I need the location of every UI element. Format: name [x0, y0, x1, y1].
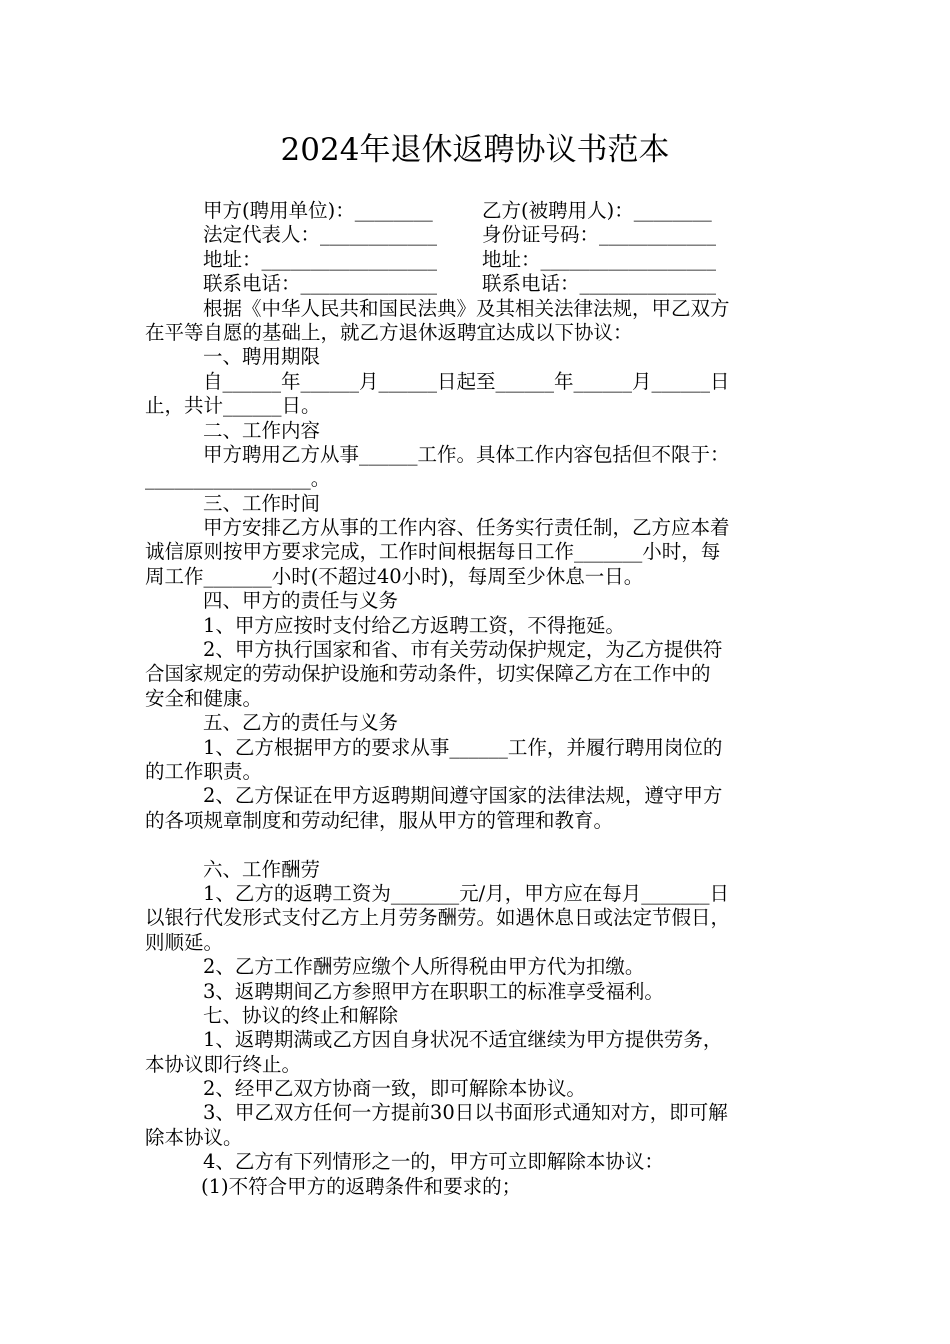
- text-line: 3、甲乙双方任何一方提前30日以书面形式通知对方，即可解: [203, 1101, 728, 1125]
- text-line: 2、甲方执行国家和省、市有关劳动保护规定，为乙方提供符: [203, 638, 723, 662]
- text-line: 三、工作时间: [203, 491, 321, 515]
- text-line: 自______年______月______日起至______年______月______日: [203, 369, 730, 393]
- party-b-field: 地址：__________________: [482, 247, 717, 271]
- text-line: 四、甲方的责任与义务: [203, 589, 399, 613]
- text-line: (1)不符合甲方的返聘条件和要求的；: [201, 1174, 522, 1198]
- party-b-field: 乙方(被聘用人)：________: [482, 199, 712, 222]
- text-line: 安全和健康。: [145, 686, 263, 710]
- party-a-field: 地址：__________________: [203, 247, 438, 271]
- text-line: 五、乙方的责任与义务: [203, 711, 399, 735]
- text-line: 2、经甲乙双方协商一致，即可解除本协议。: [203, 1077, 586, 1101]
- text-line: 周工作_______小时(不超过40小时)，每周至少休息一日。: [145, 564, 644, 588]
- party-row: [145, 223, 810, 247]
- document-body: [145, 199, 810, 1199]
- text-line: _________________。: [145, 467, 331, 491]
- party-a-field: 联系电话：______________: [203, 272, 438, 296]
- party-row: [145, 248, 810, 272]
- text-line: 二、工作内容: [203, 418, 321, 442]
- party-row: [145, 199, 810, 223]
- party-b-field: 身份证号码：____________: [482, 223, 717, 247]
- text-line: 根据《中华人民共和国民法典》及其相关法律法规，甲乙双方: [203, 296, 730, 320]
- text-line: 的工作职责。: [145, 759, 263, 783]
- text-line: 2、乙方工作酬劳应缴个人所得税由甲方代为扣缴。: [203, 955, 645, 979]
- text-line: 4、乙方有下列情形之一的，甲方可立即解除本协议：: [203, 1150, 664, 1174]
- party-a-field: 法定代表人：____________: [203, 223, 438, 247]
- text-line: 则顺延。: [145, 930, 224, 954]
- text-line: 止，共计______日。: [145, 394, 321, 418]
- text-line: 的各项规章制度和劳动纪律，服从甲方的管理和教育。: [145, 808, 614, 832]
- party-info-block: [145, 199, 810, 297]
- text-line: 本协议即行终止。: [145, 1052, 302, 1076]
- text-line: 1、乙方根据甲方的要求从事______工作，并履行聘用岗位的: [203, 735, 723, 759]
- text-line: 除本协议。: [145, 1125, 243, 1149]
- text-line: 1、甲方应按时支付给乙方返聘工资，不得拖延。: [203, 613, 625, 637]
- document-title: 2024年退休返聘协议书范本: [280, 132, 670, 168]
- party-b-field: 联系电话：______________: [482, 272, 717, 296]
- text-line: 3、返聘期间乙方参照甲方在职职工的标准享受福利。: [203, 979, 664, 1003]
- text-line: 以银行代发形式支付乙方上月劳务酬劳。如遇休息日或法定节假日，: [145, 906, 731, 930]
- text-line: 六、工作酬劳: [203, 857, 321, 881]
- text-line: 合国家规定的劳动保护设施和劳动条件，切实保障乙方在工作中的: [145, 662, 711, 686]
- text-line: 一、聘用期限: [203, 345, 321, 369]
- text-line: 诚信原则按甲方要求完成，工作时间根据每日工作_______小时，每: [145, 540, 721, 564]
- text-line: 七、协议的终止和解除: [203, 1003, 399, 1027]
- text-line: 甲方聘用乙方从事______工作。具体工作内容包括但不限于：: [203, 442, 730, 466]
- party-row: [145, 272, 810, 296]
- agreement-text: [145, 297, 810, 1199]
- blank-line: [145, 833, 810, 857]
- text-line: 在平等自愿的基础上，就乙方退休返聘宜达成以下协议：: [145, 320, 633, 344]
- text-line: 1、乙方的返聘工资为_______元/月，甲方应在每月_______日: [203, 881, 729, 905]
- text-line: 甲方安排乙方从事的工作内容、任务实行责任制，乙方应本着: [203, 516, 730, 540]
- party-a-field: 甲方(聘用单位)：________: [203, 199, 433, 222]
- text-line: 2、乙方保证在甲方返聘期间遵守国家的法律法规，遵守甲方: [203, 784, 723, 808]
- text-line: 1、返聘期满或乙方因自身状况不适宜继续为甲方提供劳务，: [203, 1028, 723, 1052]
